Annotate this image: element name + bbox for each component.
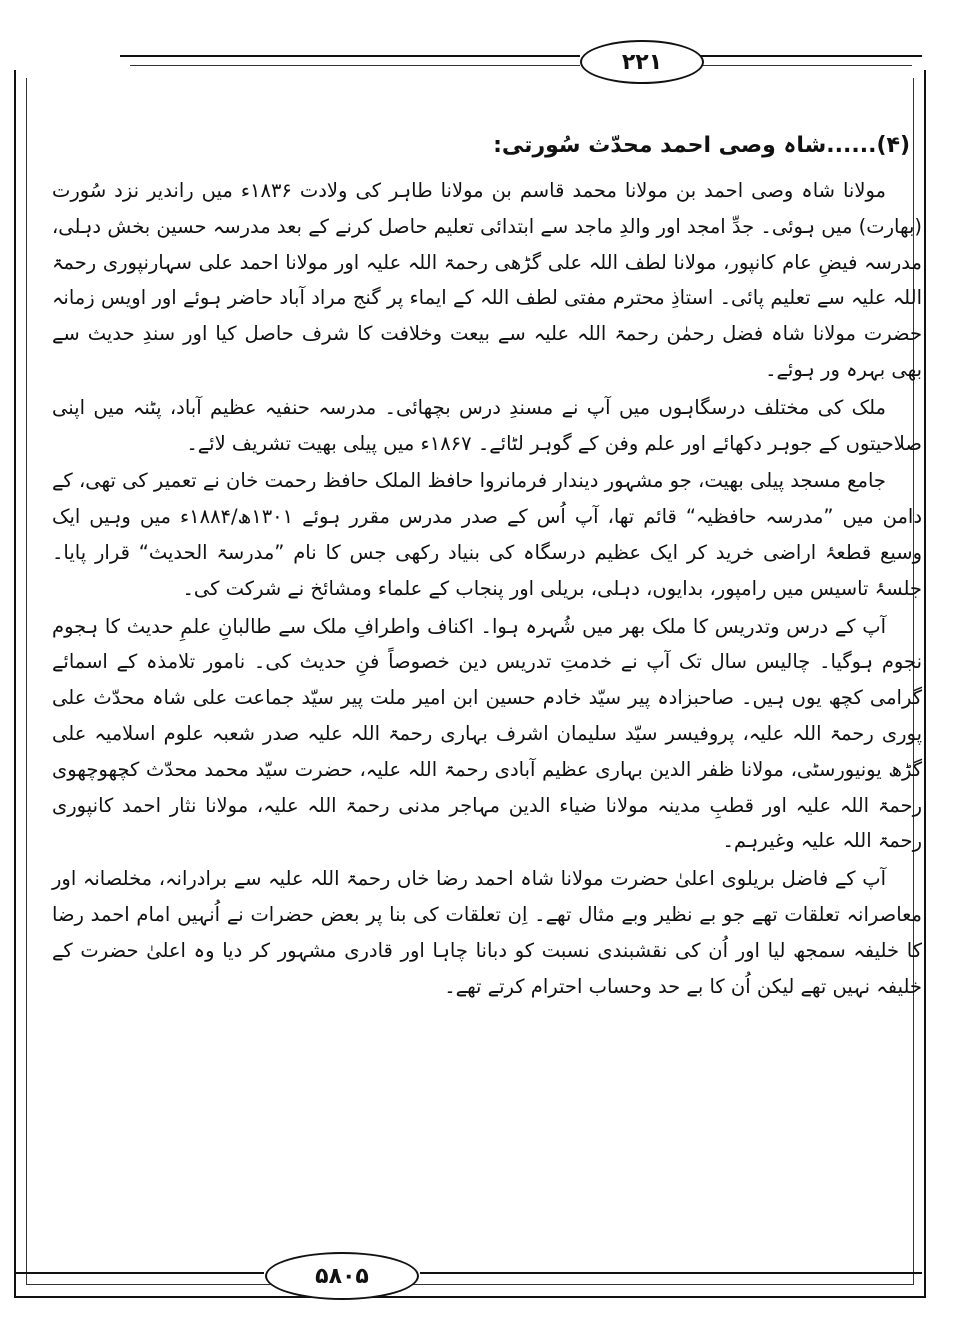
page-number-bottom: ۵۸۰۵ (265, 1252, 419, 1300)
paragraph: آپ کے درس وتدریس کا ملک بھر میں شُہرہ ہوا۔ اکناف واطرافِ ملک سے طالبانِ علمِ حدیث کا ہجوم نجوم ہوگیا۔ چالیس سال تک آپ نے خدمتِ تدریس دین خصوصاً فنِ حدیث کی۔ نامور تلامذہ کے اسمائے گرامی کچھ یوں ہیں۔ صاحبزادہ پیر سیّد خادم حسین ابن امیر ملت پیر سیّد جماعت علی شاہ محدّث علی پوری رحمۃ اللہ علیہ، پروفیسر سیّد سلیمان اشرف بہاری رحمۃ اللہ علیہ صدر شعبہ علوم اسلامیہ علی گڑھ یونیورسٹی، مولانا ظفر الدین بہاری عظیم آبادی رحمۃ اللہ علیہ، حضرت سیّد محمد محدّث کچھوچھوی رحمۃ اللہ علیہ اور قطبِ مدینہ مولانا ضیاء الدین مہاجر مدنی رحمۃ اللہ علیہ، مولانا نثار احمد کانپوری رحمۃ اللہ علیہ وغیرہم۔ (52, 614, 922, 853)
page-number-top: ۲۲۱ (580, 40, 704, 84)
top-rule-left (120, 55, 580, 57)
bottom-rule-right (420, 1272, 922, 1274)
article-body (52, 125, 922, 1004)
section-heading: (۴)......شاہ وصی احمد محدّث سُورتی: (493, 133, 910, 158)
paragraph: مولانا شاہ وصی احمد بن مولانا محمد قاسم بن مولانا طاہر کی ولادت ۱۸۳۶ء میں راندیر نزد سُورت (بھارت) میں ہوئی۔ جدِّ امجد اور والدِ ماجد سے ابتدائی تعلیم حاصل کرنے کے بعد مدرسہ حسین بخش دہلی، مدرسہ فیضِ عام کانپور، مولانا لطف اللہ علی گڑھی رحمۃ اللہ علیہ اور مولانا احمد علی سہارنپوری رحمۃ اللہ علیہ سے تعلیم پائی۔ استاذِ محترم مفتی لطف اللہ کے ایماء پر گنج مراد آباد حاضر ہوئے اور اویس زمانہ حضرت مولانا شاہ فضل رحمٰن رحمۃ اللہ علیہ سے بیعت وخلافت کا شرف حاصل کیا اور سندِ حدیث سے بھی بہرہ ور ہوئے۔ (52, 179, 922, 381)
paragraph: جامع مسجد پیلی بھیت، جو مشہور دیندار فرمانروا حافظ الملک حافظ رحمت خان نے تعمیر کی تھی، کے دامن میں ”مدرسہ حافظیہ“ قائم تھا، آپ اُس کے صدر مدرس مقرر ہوئے ۱۳۰۱ھ/۱۸۸۴ء میں وہیں ایک وسیع قطعۂ اراضی خرید کر ایک عظیم درسگاہ کی بنیاد رکھی جس کا نام ”مدرسۃ الحدیث“ قرار پایا۔ جلسۂ تاسیس میں رامپور، بدایوں، دہلی، بریلی اور پنجاب کے علماء ومشائخ نے شرکت کی۔ (52, 469, 923, 600)
paragraph: ملک کی مختلف درسگاہوں میں آپ نے مسندِ درس بچھائی۔ مدرسہ حنفیہ عظیم آباد، پٹنہ میں اپنی صلاحیتوں کے جوہر دکھائے اور علم وفن کے گوہر لٹائے۔ ۱۸۶۷ء میں پیلی بھیت تشریف لائے۔ (52, 395, 922, 455)
top-rule-left-inner (130, 65, 580, 66)
paragraph: آپ کے فاضل بریلوی اعلیٰ حضرت مولانا شاہ احمد رضا خاں رحمۃ اللہ علیہ سے برادرانہ، مخلصانہ اور معاصرانہ تعلقات تھے جو بے نظیر وبے مثال تھے۔ اِن تعلقات کی بنا پر بعض حضرات نے اُنہیں امام احمد رضا کا خلیفہ سمجھ لیا اور اُن کی نقشبندی نسبت کو دبانا چاہا اور قادری مشہور کر دیا وہ اعلیٰ حضرت کے خلیفہ نہیں تھے لیکن اُن کا بے حد وحساب احترام کرتے تھے۔ (52, 867, 922, 998)
bottom-rule-left (14, 1272, 264, 1274)
